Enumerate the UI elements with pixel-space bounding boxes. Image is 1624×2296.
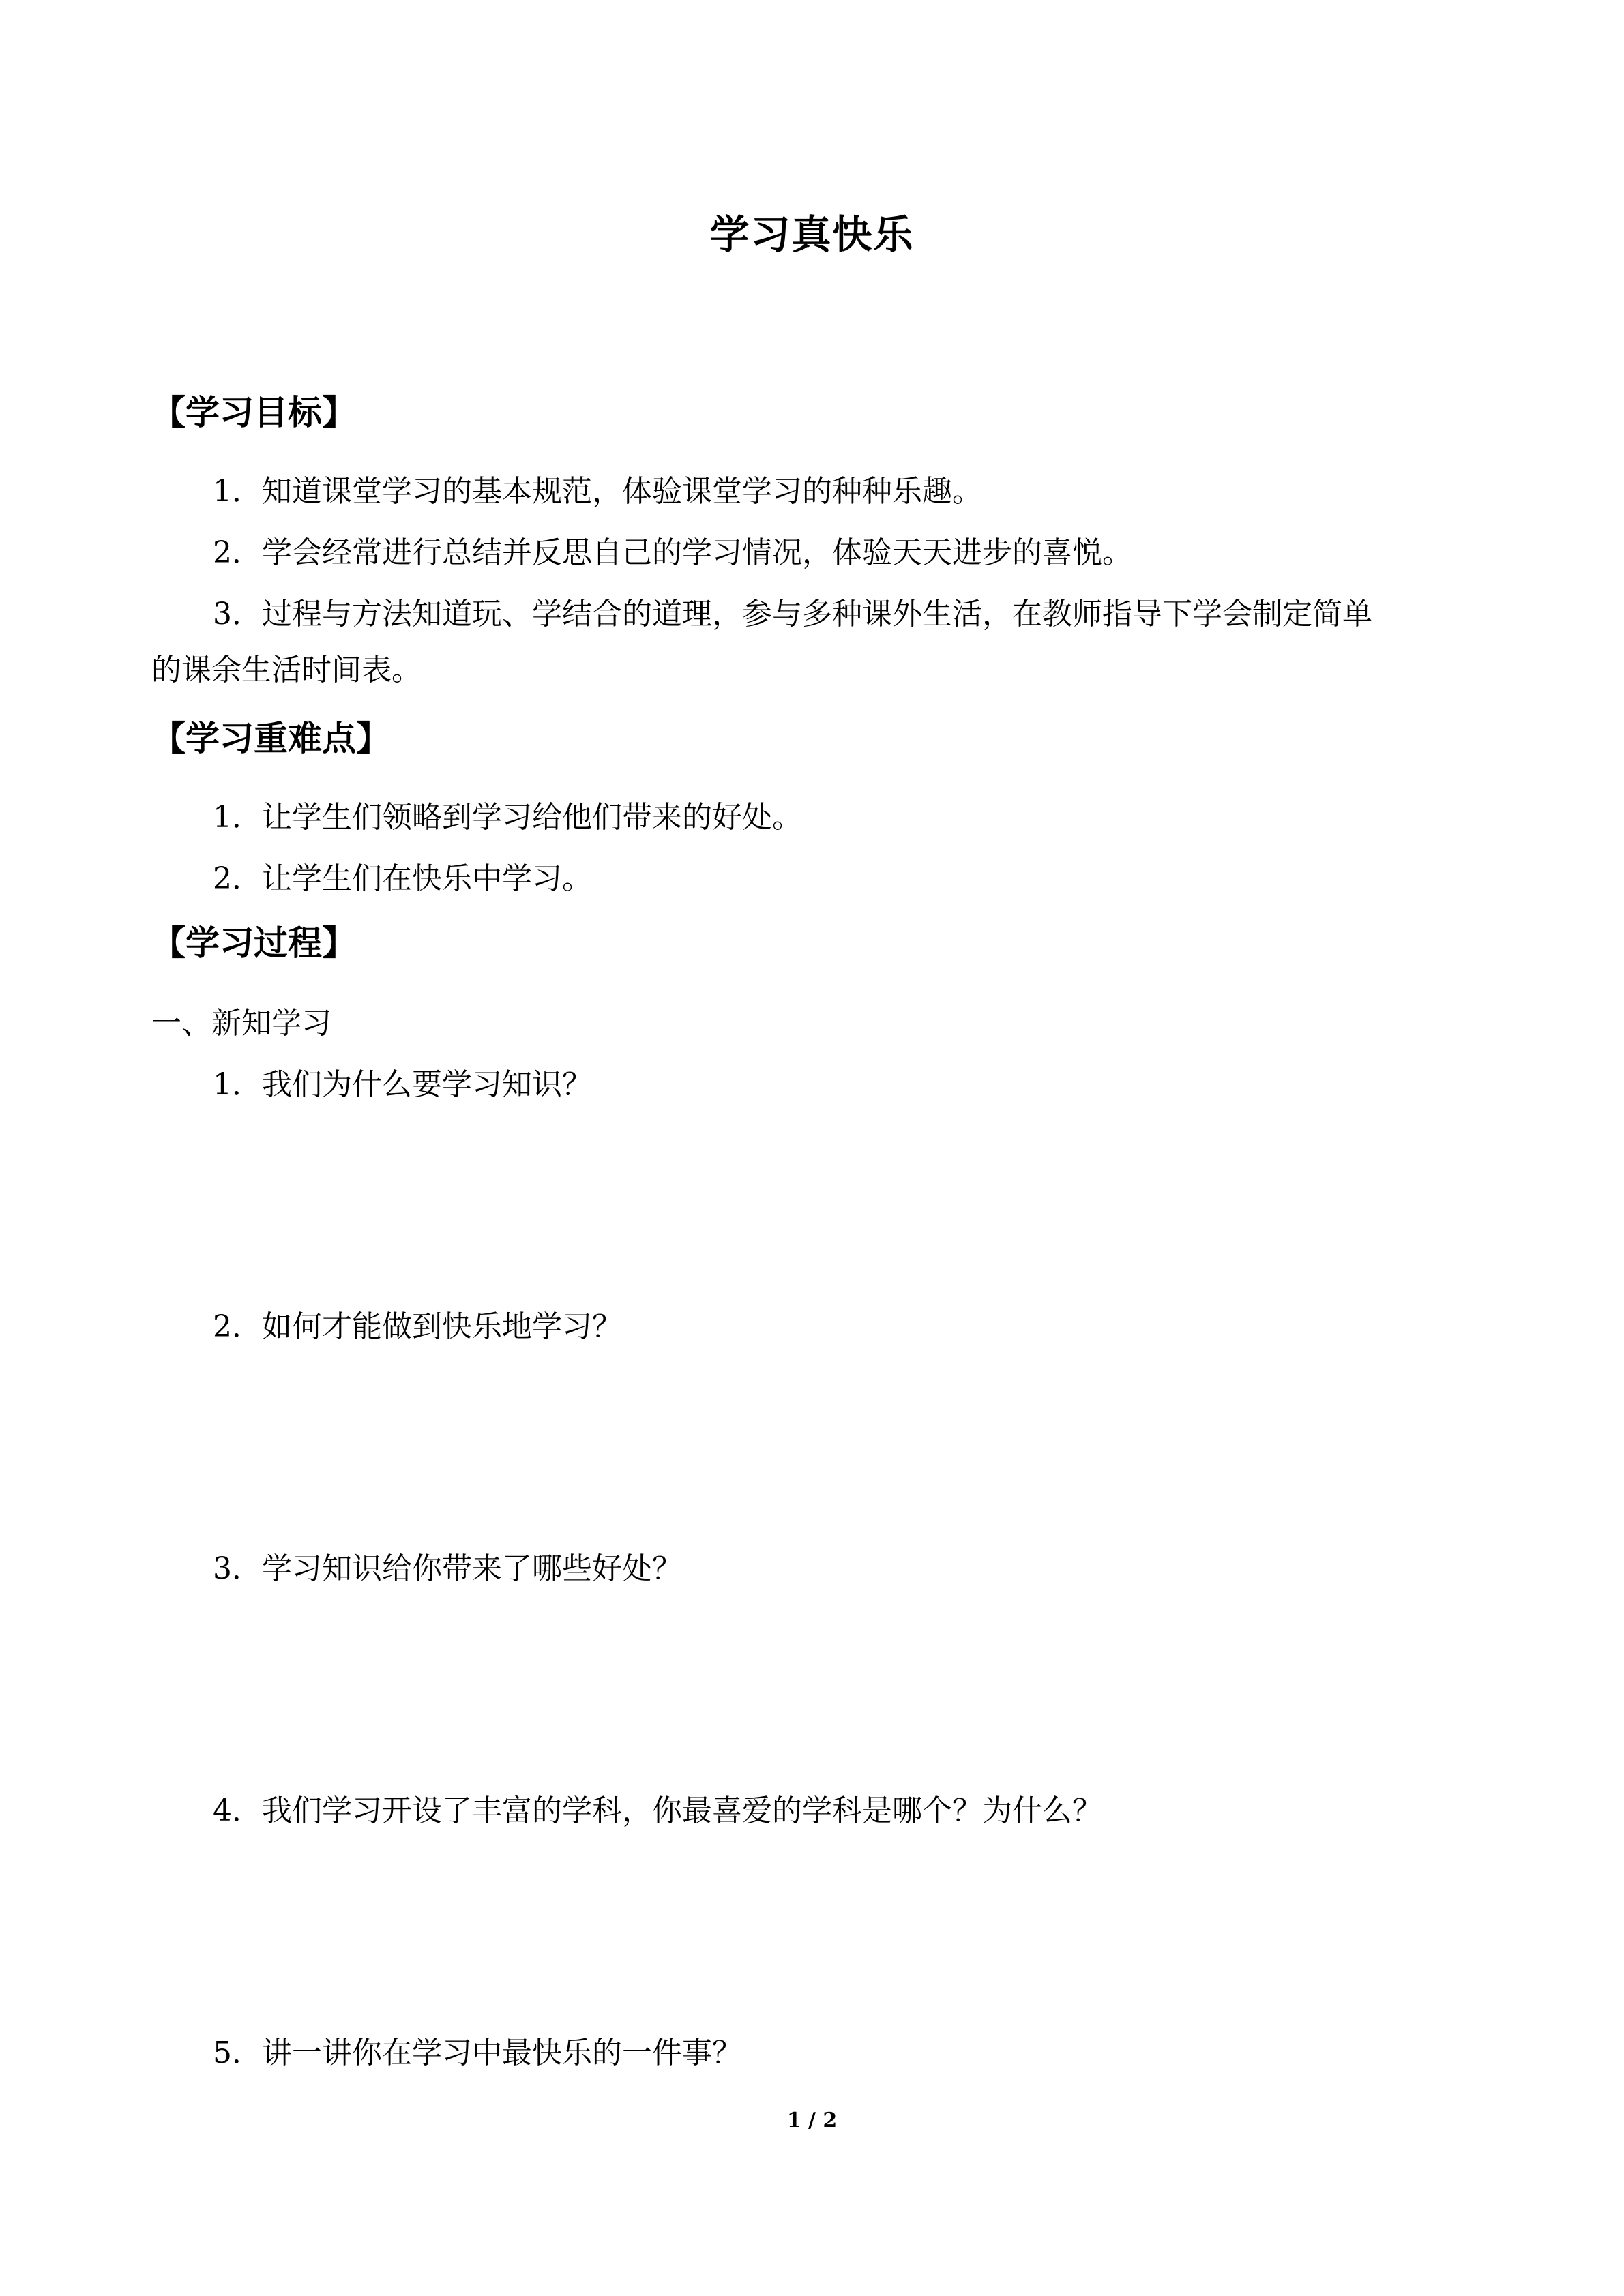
heading-learning-process: 【学习过程】	[151, 923, 356, 963]
document-title: 学习真快乐	[709, 211, 915, 258]
question-2: 2．如何才能做到快乐地学习？	[213, 1309, 622, 1344]
question-3: 3．学习知识给你带来了哪些好处？	[213, 1551, 682, 1586]
question-1: 1．我们为什么要学习知识？	[213, 1067, 592, 1102]
goal-item-3-continued: 的课余生活时间表。	[151, 653, 422, 687]
question-5: 5．讲一讲你在学习中最快乐的一件事？	[213, 2036, 742, 2070]
heading-learning-goals: 【学习目标】	[151, 393, 356, 432]
key-point-item-2: 2．让学生们在快乐中学习。	[213, 861, 592, 896]
goal-item-2: 2．学会经常进行总结并反思自己的学习情况，体验天天进步的喜悦。	[213, 535, 1132, 570]
page-number: 1 / 2	[786, 2108, 838, 2132]
goal-item-1: 1．知道课堂学习的基本规范，体验课堂学习的种种乐趣。	[213, 474, 982, 509]
subsection-new-knowledge: 一、新知学习	[151, 1006, 331, 1041]
key-point-item-1: 1．让学生们领略到学习给他们带来的好处。	[213, 800, 802, 835]
goal-item-3: 3．过程与方法知道玩、学结合的道理，参与多种课外生活，在教师指导下学会制定简单	[213, 597, 1372, 631]
heading-key-points: 【学习重难点】	[151, 719, 390, 758]
question-4: 4．我们学习开设了丰富的学科，你最喜爱的学科是哪个？为什么？	[213, 1793, 1102, 1828]
